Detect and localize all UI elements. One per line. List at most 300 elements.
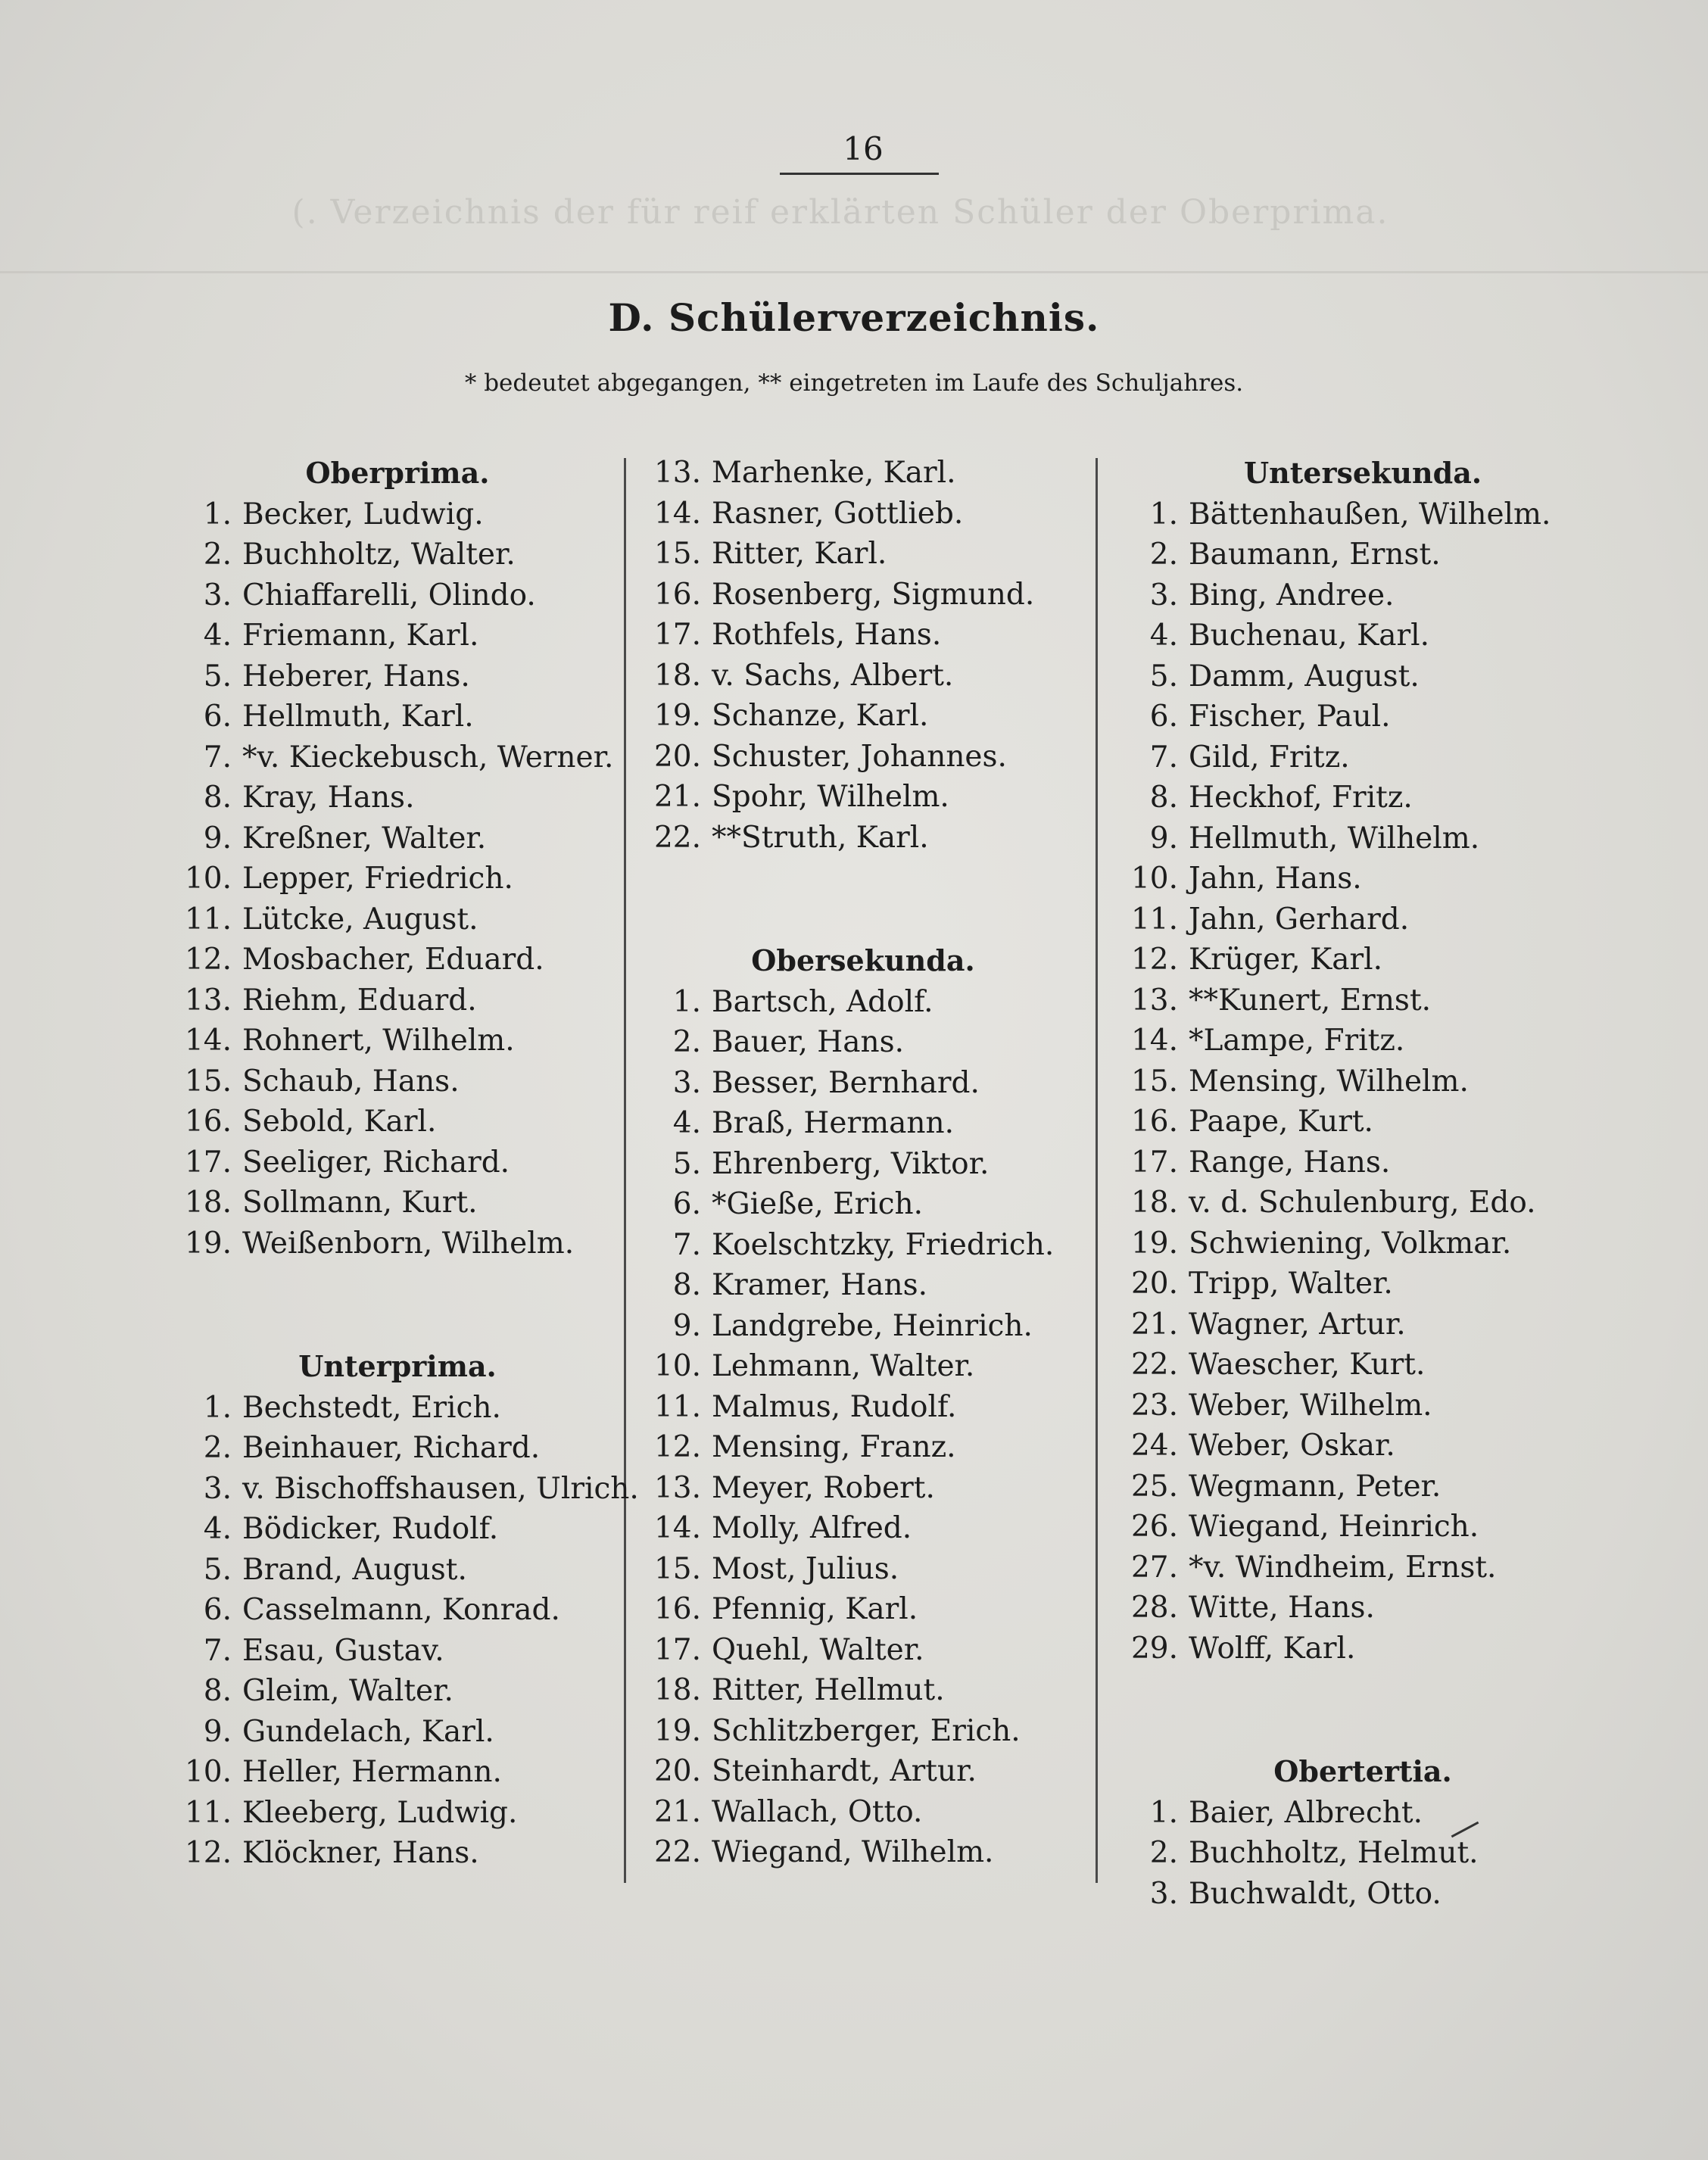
student-name: Meyer, Robert. bbox=[712, 1470, 935, 1505]
list-item bbox=[1128, 616, 1597, 656]
entry-number: 12. bbox=[184, 1836, 232, 1870]
entry-number: 19. bbox=[653, 1713, 701, 1748]
list-item bbox=[1128, 656, 1597, 697]
page-number-rule bbox=[780, 173, 939, 175]
entry-number: 18. bbox=[184, 1186, 232, 1220]
student-name: Landgrebe, Heinrich. bbox=[712, 1308, 1033, 1343]
list-item bbox=[182, 1793, 613, 1834]
entry-number: 9. bbox=[672, 1308, 701, 1343]
student-name: Kramer, Hans. bbox=[712, 1268, 928, 1302]
section-heading: Untersekunda. bbox=[1243, 456, 1482, 490]
section-spacer bbox=[651, 858, 1075, 940]
student-name: Ehrenberg, Viktor. bbox=[712, 1146, 990, 1181]
list-item bbox=[182, 575, 613, 616]
student-name: Buchholtz, Helmut. bbox=[1189, 1836, 1479, 1870]
entry-number: 4. bbox=[672, 1106, 701, 1140]
list-item bbox=[182, 697, 613, 737]
entry-number: 5. bbox=[1149, 659, 1178, 694]
entry-number: 7. bbox=[203, 740, 232, 775]
student-name: *v. Kieckebusch, Werner. bbox=[242, 740, 614, 775]
student-name: v. d. Schulenburg, Edo. bbox=[1189, 1186, 1536, 1220]
entry-number: 8. bbox=[203, 1674, 232, 1708]
student-name: Rohnert, Wilhelm. bbox=[242, 1024, 515, 1058]
list-item bbox=[1128, 818, 1597, 859]
student-name: Hellmuth, Wilhelm. bbox=[1189, 821, 1480, 856]
student-name: Seeliger, Richard. bbox=[242, 1145, 510, 1180]
list-item bbox=[182, 859, 613, 899]
entry-number: 9. bbox=[1149, 821, 1178, 856]
entry-number: 1. bbox=[1149, 497, 1178, 531]
entry-number: 20. bbox=[653, 1754, 701, 1788]
list-item bbox=[1128, 1142, 1597, 1183]
list-item bbox=[1128, 1021, 1597, 1061]
student-name: Krüger, Karl. bbox=[1189, 943, 1382, 977]
entry-number: 22. bbox=[653, 820, 701, 855]
student-name: *v. Windheim, Ernst. bbox=[1189, 1550, 1497, 1585]
entry-number: 12. bbox=[184, 943, 232, 977]
list-item bbox=[182, 1061, 613, 1102]
list-item bbox=[182, 778, 613, 818]
entry-number: 18. bbox=[653, 658, 701, 693]
student-name: Wagner, Artur. bbox=[1189, 1307, 1406, 1342]
student-name: Heckhof, Fritz. bbox=[1189, 781, 1413, 815]
student-name: Weißenborn, Wilhelm. bbox=[242, 1226, 575, 1261]
list-item bbox=[1128, 899, 1597, 940]
entry-number: 10. bbox=[1130, 862, 1178, 896]
list-item bbox=[1128, 494, 1597, 535]
student-name: Damm, August. bbox=[1189, 659, 1420, 694]
entry-number: 6. bbox=[1149, 700, 1178, 734]
list-item bbox=[182, 1550, 613, 1591]
entry-number: 13. bbox=[1130, 983, 1178, 1018]
bleed-through-rule bbox=[0, 271, 1708, 273]
list-item bbox=[651, 1630, 1075, 1671]
student-name: Witte, Hans. bbox=[1189, 1591, 1375, 1625]
entry-number: 4. bbox=[1149, 619, 1178, 653]
list-item bbox=[182, 1469, 639, 1510]
entry-number: 2. bbox=[1149, 1836, 1178, 1870]
entry-number: 3. bbox=[1149, 1876, 1178, 1911]
list-item bbox=[1128, 1588, 1597, 1629]
entry-number: 19. bbox=[184, 1226, 232, 1261]
column-1 bbox=[182, 453, 639, 1874]
student-name: Casselmann, Konrad. bbox=[242, 1593, 560, 1627]
entry-number: 20. bbox=[653, 739, 701, 774]
list-item bbox=[651, 777, 1075, 818]
student-name: Baier, Albrecht. bbox=[1189, 1795, 1423, 1830]
entry-number: 5. bbox=[203, 1552, 232, 1587]
entry-number: 3. bbox=[672, 1065, 701, 1100]
entry-number: 2. bbox=[203, 1431, 232, 1465]
list-item bbox=[182, 1671, 613, 1712]
entry-number: 11. bbox=[653, 1389, 701, 1424]
list-item bbox=[651, 534, 1075, 575]
list-item bbox=[1128, 1304, 1597, 1345]
student-name: Riehm, Eduard. bbox=[242, 983, 477, 1018]
column-2 bbox=[651, 453, 1075, 1873]
entry-number: 6. bbox=[203, 700, 232, 734]
entry-number: 1. bbox=[1149, 1795, 1178, 1830]
list-item bbox=[1128, 1264, 1597, 1304]
list-item bbox=[1128, 1507, 1597, 1548]
student-name: Ritter, Hellmut. bbox=[712, 1673, 945, 1707]
list-item bbox=[651, 1306, 1075, 1347]
student-name: Steinhardt, Artur. bbox=[712, 1754, 977, 1788]
student-name: Schuster, Johannes. bbox=[712, 739, 1007, 774]
entry-number: 14. bbox=[1130, 1024, 1178, 1058]
list-item bbox=[651, 615, 1075, 656]
entry-number: 14. bbox=[184, 1024, 232, 1058]
entry-number: 20. bbox=[1130, 1267, 1178, 1301]
list-item bbox=[651, 1832, 1075, 1873]
student-name: Schanze, Karl. bbox=[712, 699, 929, 733]
student-name: Bättenhaußen, Wilhelm. bbox=[1189, 497, 1551, 531]
student-name: Schaub, Hans. bbox=[242, 1064, 460, 1099]
entry-number: 17. bbox=[1130, 1145, 1178, 1180]
entry-number: 29. bbox=[1130, 1631, 1178, 1666]
student-name: Weber, Oskar. bbox=[1189, 1429, 1395, 1463]
student-name: Lepper, Friedrich. bbox=[242, 862, 513, 896]
student-name: Buchenau, Karl. bbox=[1189, 619, 1429, 653]
page-title: D. Schülerverzeichnis. bbox=[608, 295, 1100, 340]
list-item bbox=[182, 1712, 613, 1753]
student-name: Mensing, Wilhelm. bbox=[1189, 1064, 1469, 1099]
list-item bbox=[651, 575, 1075, 616]
student-name: Beinhauer, Richard. bbox=[242, 1431, 541, 1465]
student-name: Marhenke, Karl. bbox=[712, 456, 956, 490]
entry-number: 16. bbox=[653, 577, 701, 612]
entry-number: 3. bbox=[203, 578, 232, 612]
entry-number: 26. bbox=[1130, 1510, 1178, 1544]
student-name: Klöckner, Hans. bbox=[242, 1836, 479, 1870]
list-item bbox=[182, 656, 613, 697]
list-item bbox=[1128, 1385, 1597, 1426]
list-item bbox=[1128, 1466, 1597, 1507]
list-item bbox=[651, 1468, 1075, 1509]
section-heading: Obertertia. bbox=[1273, 1754, 1452, 1788]
entry-number: 5. bbox=[203, 659, 232, 694]
entry-number: 16. bbox=[184, 1105, 232, 1139]
list-item bbox=[182, 535, 613, 575]
section-heading: Obersekunda. bbox=[751, 943, 975, 977]
student-name: Most, Julius. bbox=[712, 1551, 899, 1586]
entry-number: 8. bbox=[672, 1268, 701, 1302]
list-item bbox=[182, 1631, 613, 1672]
list-item bbox=[182, 737, 613, 778]
list-item bbox=[651, 1346, 1075, 1387]
entry-number: 13. bbox=[184, 983, 232, 1018]
list-item bbox=[651, 656, 1075, 697]
entry-number: 27. bbox=[1130, 1550, 1178, 1585]
student-name: Wiegand, Heinrich. bbox=[1189, 1510, 1479, 1544]
entry-number: 21. bbox=[653, 780, 701, 814]
student-name: Ritter, Karl. bbox=[712, 537, 887, 571]
list-item bbox=[182, 899, 613, 940]
entry-number: 9. bbox=[203, 1714, 232, 1749]
legend-note: * bedeutet abgegangen, ** eingetreten im Laufe des Schuljahres. bbox=[464, 369, 1244, 397]
student-name: Bartsch, Adolf. bbox=[712, 984, 933, 1019]
list-item bbox=[651, 1508, 1075, 1549]
entry-number: 19. bbox=[653, 699, 701, 733]
list-item bbox=[651, 1589, 1075, 1630]
student-name: Wolff, Karl. bbox=[1189, 1631, 1356, 1666]
list-item bbox=[651, 494, 1075, 535]
list-item bbox=[1128, 1102, 1597, 1142]
student-name: v. Bischoffshausen, Ulrich. bbox=[242, 1471, 639, 1506]
student-name: Gundelach, Karl. bbox=[242, 1714, 494, 1749]
student-name: *Gieße, Erich. bbox=[712, 1187, 924, 1221]
list-item bbox=[651, 1022, 1075, 1063]
student-name: Braß, Hermann. bbox=[712, 1106, 954, 1140]
list-item bbox=[182, 1833, 613, 1874]
entry-number: 7. bbox=[203, 1633, 232, 1668]
student-name: Friemann, Karl. bbox=[242, 619, 479, 653]
student-name: Pfennig, Karl. bbox=[712, 1592, 918, 1626]
section-heading: Oberprima. bbox=[305, 456, 490, 490]
student-name: Gild, Fritz. bbox=[1189, 740, 1350, 775]
list-item bbox=[182, 1142, 613, 1183]
list-item bbox=[182, 1428, 613, 1469]
list-item bbox=[182, 980, 613, 1021]
list-item bbox=[651, 1751, 1075, 1792]
list-item bbox=[651, 1265, 1075, 1306]
list-item bbox=[651, 1387, 1075, 1428]
list-item bbox=[1128, 1548, 1597, 1588]
entry-number: 10. bbox=[184, 862, 232, 896]
bleed-through-text: (. Verzeichnis der für reif erklärten Schüler der Oberprima. bbox=[291, 193, 1389, 232]
student-name: Spohr, Wilhelm. bbox=[712, 780, 949, 814]
student-name: Weber, Wilhelm. bbox=[1189, 1388, 1432, 1423]
student-name: Becker, Ludwig. bbox=[242, 497, 484, 531]
student-name: Paape, Kurt. bbox=[1189, 1105, 1373, 1139]
list-item bbox=[1128, 980, 1597, 1021]
list-item bbox=[651, 737, 1075, 778]
list-item bbox=[1128, 1874, 1597, 1915]
list-item bbox=[1128, 535, 1597, 575]
entry-number: 24. bbox=[1130, 1429, 1178, 1463]
list-item bbox=[651, 1549, 1075, 1590]
list-item bbox=[182, 940, 613, 980]
entry-number: 9. bbox=[203, 821, 232, 856]
entry-number: 4. bbox=[203, 1512, 232, 1546]
list-item bbox=[651, 1063, 1075, 1104]
entry-number: 6. bbox=[203, 1593, 232, 1627]
entry-number: 1. bbox=[672, 984, 701, 1019]
student-name: Heberer, Hans. bbox=[242, 659, 470, 694]
list-item bbox=[182, 1752, 613, 1793]
student-name: Bauer, Hans. bbox=[712, 1025, 905, 1059]
list-item bbox=[182, 1102, 613, 1142]
student-name: Lütcke, August. bbox=[242, 902, 478, 937]
student-name: Wiegand, Wilhelm. bbox=[712, 1835, 994, 1869]
student-name: Mosbacher, Eduard. bbox=[242, 943, 544, 977]
student-name: Chiaffarelli, Olindo. bbox=[242, 578, 536, 612]
list-item bbox=[651, 1792, 1075, 1833]
section-heading: Unterprima. bbox=[298, 1349, 497, 1383]
entry-number: 2. bbox=[1149, 538, 1178, 572]
student-name: Bödicker, Rudolf. bbox=[242, 1512, 499, 1546]
list-item bbox=[1128, 697, 1597, 737]
entry-number: 17. bbox=[653, 618, 701, 652]
entry-number: 13. bbox=[653, 1470, 701, 1505]
student-name: Esau, Gustav. bbox=[242, 1633, 444, 1668]
student-name: **Kunert, Ernst. bbox=[1189, 983, 1432, 1018]
list-item bbox=[651, 1427, 1075, 1468]
entry-number: 17. bbox=[184, 1145, 232, 1180]
student-name: Kleeberg, Ludwig. bbox=[242, 1795, 518, 1830]
entry-number: 23. bbox=[1130, 1388, 1178, 1423]
student-name: Rosenberg, Sigmund. bbox=[712, 577, 1035, 612]
student-name: Besser, Bernhard. bbox=[712, 1065, 980, 1100]
list-item bbox=[651, 818, 1075, 859]
student-name: Waescher, Kurt. bbox=[1189, 1348, 1426, 1382]
list-item bbox=[1128, 575, 1597, 616]
entry-number: 19. bbox=[1130, 1226, 1178, 1261]
student-name: Rothfels, Hans. bbox=[712, 618, 942, 652]
student-name: Schlitzberger, Erich. bbox=[712, 1713, 1021, 1748]
student-name: Quehl, Walter. bbox=[712, 1632, 924, 1667]
student-name: Mensing, Franz. bbox=[712, 1430, 956, 1464]
entry-number: 4. bbox=[203, 619, 232, 653]
student-name: Bechstedt, Erich. bbox=[242, 1390, 501, 1425]
entry-number: 7. bbox=[672, 1227, 701, 1262]
entry-number: 13. bbox=[653, 456, 701, 490]
entry-number: 12. bbox=[1130, 943, 1178, 977]
entry-number: 11. bbox=[1130, 902, 1178, 937]
student-name: Koelschtzky, Friedrich. bbox=[712, 1227, 1055, 1262]
entry-number: 12. bbox=[653, 1430, 701, 1464]
column-divider bbox=[1096, 458, 1098, 1883]
entry-number: 25. bbox=[1130, 1469, 1178, 1504]
student-name: Wallach, Otto. bbox=[712, 1794, 923, 1829]
entry-number: 21. bbox=[1130, 1307, 1178, 1342]
list-item bbox=[182, 1223, 613, 1264]
student-name: v. Sachs, Albert. bbox=[712, 658, 954, 693]
student-name: Lehmann, Walter. bbox=[712, 1349, 975, 1383]
entry-number: 10. bbox=[184, 1755, 232, 1789]
student-name: *Lampe, Fritz. bbox=[1189, 1024, 1405, 1058]
list-item bbox=[651, 1184, 1075, 1225]
list-item bbox=[1128, 1793, 1597, 1834]
list-item bbox=[651, 1225, 1075, 1266]
student-name: Rasner, Gottlieb. bbox=[712, 496, 964, 531]
list-item bbox=[651, 1103, 1075, 1144]
page-number: 16 bbox=[843, 130, 884, 167]
student-name: Range, Hans. bbox=[1189, 1145, 1391, 1180]
entry-number: 2. bbox=[672, 1025, 701, 1059]
list-item bbox=[651, 453, 1075, 494]
entry-number: 3. bbox=[203, 1471, 232, 1506]
section-spacer bbox=[182, 1264, 613, 1346]
list-item bbox=[651, 1144, 1075, 1185]
entry-number: 10. bbox=[653, 1349, 701, 1383]
student-name: Hellmuth, Karl. bbox=[242, 700, 474, 734]
student-name: Buchholtz, Walter. bbox=[242, 538, 516, 572]
list-item bbox=[651, 1711, 1075, 1752]
list-item bbox=[1128, 859, 1597, 899]
list-item bbox=[1128, 1833, 1597, 1874]
list-item bbox=[1128, 1223, 1597, 1264]
entry-number: 28. bbox=[1130, 1591, 1178, 1625]
list-item bbox=[182, 818, 613, 859]
student-name: Molly, Alfred. bbox=[712, 1511, 912, 1545]
student-name: **Struth, Karl. bbox=[712, 820, 929, 855]
list-item bbox=[182, 1183, 613, 1223]
entry-number: 2. bbox=[203, 538, 232, 572]
entry-number: 3. bbox=[1149, 578, 1178, 612]
student-name: Buchwaldt, Otto. bbox=[1189, 1876, 1442, 1911]
student-name: Sebold, Karl. bbox=[242, 1105, 437, 1139]
column-3 bbox=[1128, 453, 1597, 1914]
list-item bbox=[1128, 1345, 1597, 1385]
list-item bbox=[182, 1590, 613, 1631]
list-item bbox=[1128, 1629, 1597, 1669]
entry-number: 21. bbox=[653, 1794, 701, 1829]
list-item bbox=[1128, 1183, 1597, 1223]
student-name: Tripp, Walter. bbox=[1189, 1267, 1393, 1301]
section-spacer bbox=[1128, 1669, 1597, 1751]
entry-number: 22. bbox=[1130, 1348, 1178, 1382]
entry-number: 7. bbox=[1149, 740, 1178, 775]
student-name: Kreßner, Walter. bbox=[242, 821, 487, 856]
student-name: Wegmann, Peter. bbox=[1189, 1469, 1442, 1504]
entry-number: 15. bbox=[653, 537, 701, 571]
list-item bbox=[182, 1509, 613, 1550]
entry-number: 1. bbox=[203, 497, 232, 531]
entry-number: 6. bbox=[672, 1187, 701, 1221]
student-name: Gleim, Walter. bbox=[242, 1674, 453, 1708]
student-name: Sollmann, Kurt. bbox=[242, 1186, 478, 1220]
entry-number: 1. bbox=[203, 1390, 232, 1425]
student-name: Kray, Hans. bbox=[242, 781, 415, 815]
entry-number: 11. bbox=[184, 902, 232, 937]
entry-number: 5. bbox=[672, 1146, 701, 1181]
entry-number: 14. bbox=[653, 496, 701, 531]
list-item bbox=[1128, 1426, 1597, 1466]
student-name: Bing, Andree. bbox=[1189, 578, 1395, 612]
entry-number: 16. bbox=[653, 1592, 701, 1626]
entry-number: 8. bbox=[203, 781, 232, 815]
list-item bbox=[651, 982, 1075, 1023]
column-divider bbox=[624, 458, 626, 1883]
entry-number: 15. bbox=[653, 1551, 701, 1586]
list-item bbox=[651, 696, 1075, 737]
list-item bbox=[182, 1388, 613, 1429]
student-name: Fischer, Paul. bbox=[1189, 700, 1391, 734]
student-name: Malmus, Rudolf. bbox=[712, 1389, 957, 1424]
student-name: Baumann, Ernst. bbox=[1189, 538, 1441, 572]
list-item bbox=[1128, 737, 1597, 778]
list-item bbox=[651, 1670, 1075, 1711]
student-name: Schwiening, Volkmar. bbox=[1189, 1226, 1512, 1261]
list-item bbox=[182, 494, 613, 535]
student-name: Heller, Hermann. bbox=[242, 1755, 502, 1789]
entry-number: 18. bbox=[1130, 1186, 1178, 1220]
student-name: Jahn, Gerhard. bbox=[1189, 902, 1410, 937]
entry-number: 22. bbox=[653, 1835, 701, 1869]
list-item bbox=[1128, 940, 1597, 980]
entry-number: 15. bbox=[1130, 1064, 1178, 1099]
list-item bbox=[1128, 778, 1597, 818]
list-item bbox=[1128, 1061, 1597, 1102]
entry-number: 15. bbox=[184, 1064, 232, 1099]
list-item bbox=[182, 616, 613, 656]
student-name: Brand, August. bbox=[242, 1552, 467, 1587]
entry-number: 14. bbox=[653, 1511, 701, 1545]
entry-number: 18. bbox=[653, 1673, 701, 1707]
student-name: Jahn, Hans. bbox=[1189, 862, 1362, 896]
entry-number: 17. bbox=[653, 1632, 701, 1667]
